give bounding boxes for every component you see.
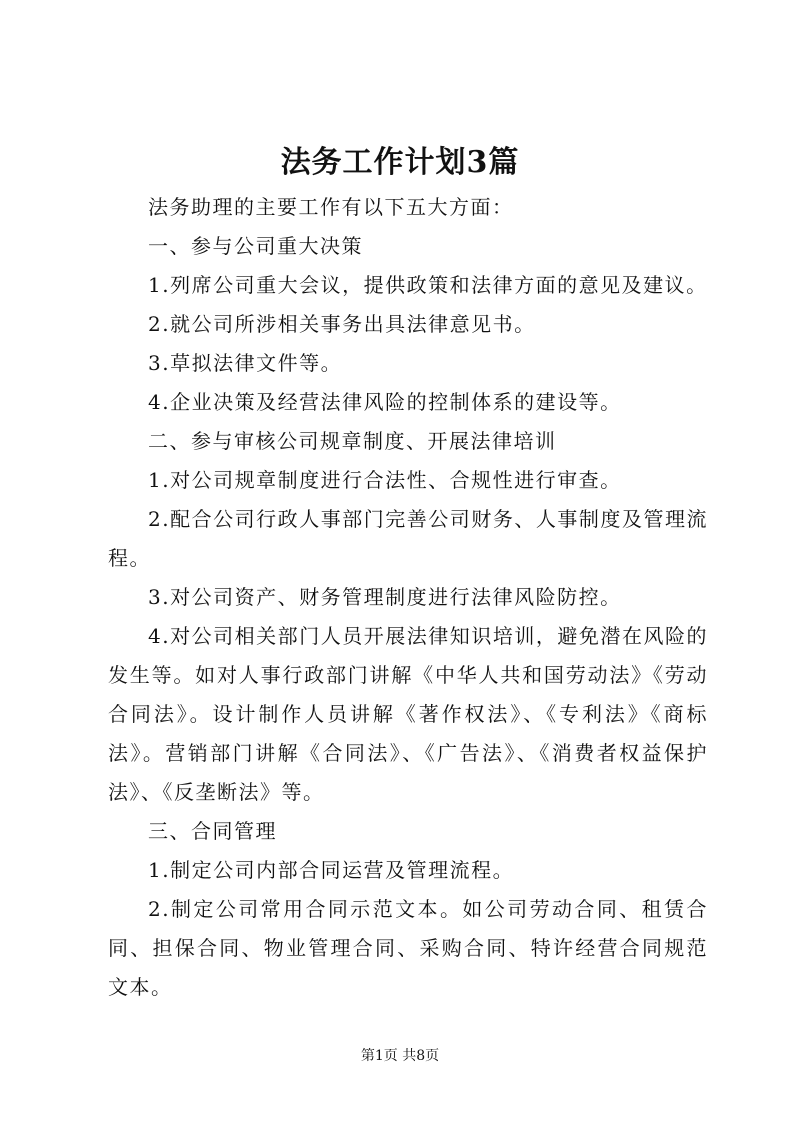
paragraph-2-4: 4.对公司相关部门人员开展法律知识培训，避免潜在风险的发生等。如对人事行政部门讲解《中华人共和国劳动法》《劳动合同法》。设计制作人员讲解《著作权法》、《专利法》《商标法》。营销部门讲解《合同法》、《广告法》、《消费者权益保护法》、《反垄断法》等。 [108,624,708,804]
document-body [108,188,708,1007]
paragraph-intro: 法务助理的主要工作有以下五大方面： [148,195,514,219]
paragraph-2-2: 2.配合公司行政人事部门完善公司财务、人事制度及管理流程。 [108,507,708,570]
paragraph-3-2: 2.制定公司常用合同示范文本。如公司劳动合同、租赁合同、担保合同、物业管理合同、采购合同、特许经营合同规范文本。 [108,897,708,999]
paragraph-1-3: 3.草拟法律文件等。 [148,351,343,375]
document-title: 法务工作计划3篇 [280,145,520,180]
section-heading-3: 三、合同管理 [148,819,277,843]
paragraph-1-2: 2.就公司所涉相关事务出具法律意见书。 [148,312,536,336]
paragraph-3-1: 1.制定公司内部合同运营及管理流程。 [148,858,515,882]
section-heading-1: 一、参与公司重大决策 [148,234,363,258]
section-heading-2: 二、参与审核公司规章制度、开展法律培训 [148,429,557,453]
paragraph-1-1: 1.列席公司重大会议，提供政策和法律方面的意见及建议。 [148,273,708,297]
paragraph-1-4: 4.企业决策及经营法律风险的控制体系的建设等。 [148,390,622,414]
paragraph-2-3: 3.对公司资产、财务管理制度进行法律风险防控。 [148,585,622,609]
paragraph-2-1: 1.对公司规章制度进行合法性、合规性进行审查。 [148,468,622,492]
page-footer: 第1页 共8页 [360,1048,440,1064]
